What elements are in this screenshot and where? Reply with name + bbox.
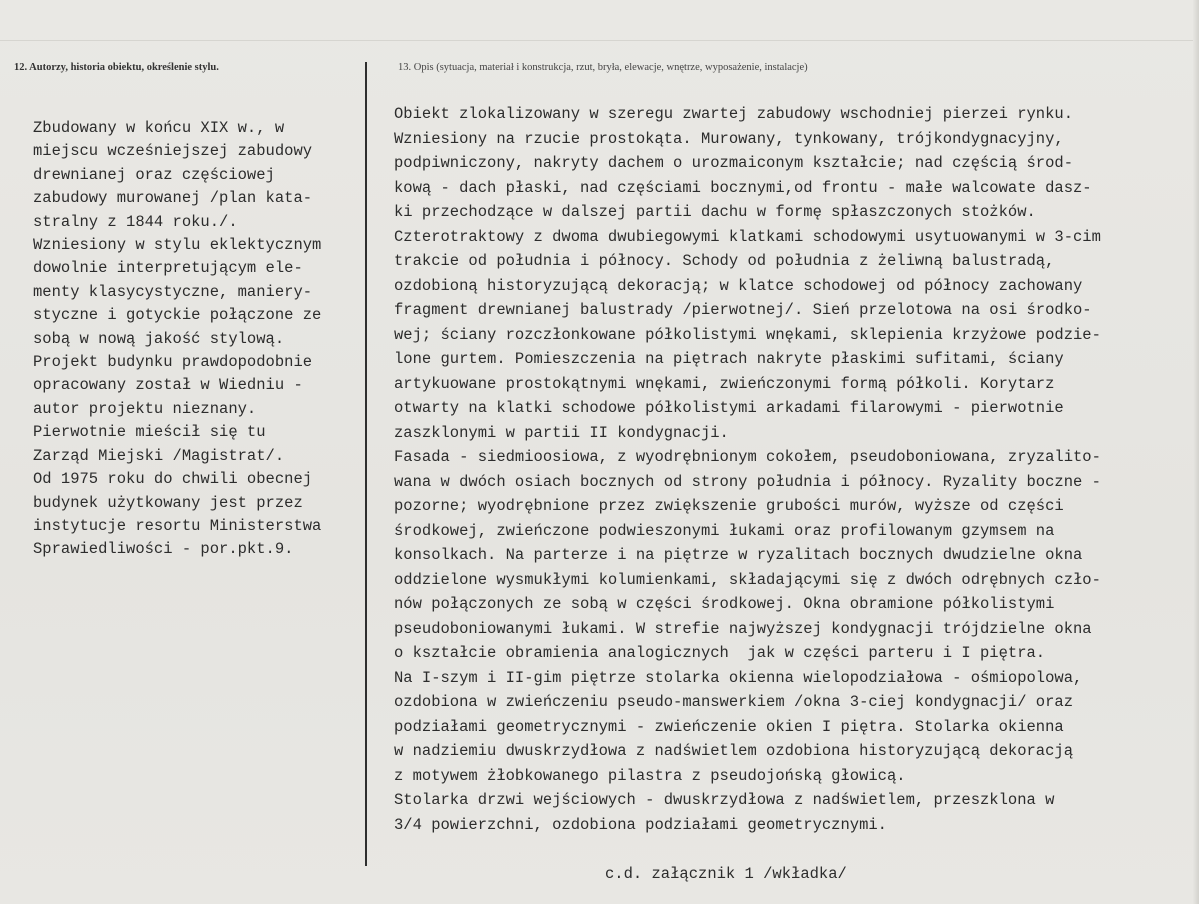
column-divider — [365, 62, 367, 866]
text-line: Fasada - siedmioosiowa, z wyodrębnionym cokołem, pseudoboniowana, zryzalito- — [394, 448, 1101, 466]
text-line: autor projektu nieznany. — [33, 399, 257, 418]
text-line: miejscu wcześniejszej zabudowy — [33, 142, 313, 161]
text-line: artykuowane prostokątnymi wnękami, zwieńczonymi formą półkoli. Korytarz — [394, 374, 1055, 393]
text-line: Zarząd Miejski /Magistrat/. — [33, 446, 285, 465]
text-line: Stolarka drzwi wejściowych - dwuskrzydłowa z nadświetlem, przeszklona w — [394, 791, 1055, 809]
text-line: konsolkach. Na parterze i na piętrze w ryzalitach bocznych dwudzielne okna — [394, 546, 1083, 564]
text-line: kową - dach płaski, nad częściami bocznymi,od frontu - małe walcowate dasz- — [394, 178, 1092, 197]
text-line: podziałami geometrycznymi - zwieńczenie okien I piętra. Stolarka okienna — [394, 717, 1064, 736]
continuation-note: c.d. załącznik 1 /wkładka/ — [605, 865, 847, 883]
text-line: zaszklonymi w partii II kondygnacji. — [394, 423, 729, 442]
text-line: sobą w nową jakość stylową. — [33, 329, 285, 348]
text-line: otwarty na klatki schodowe półkolistymi arkadami filarowymi - pierwotnie — [394, 399, 1064, 417]
text-line: 3/4 powierzchni, ozdobiona podziałami geometrycznymi. — [394, 815, 887, 834]
text-line: Sprawiedliwości - por.pkt.9. — [33, 540, 294, 559]
text-line: menty klasycystyczne, maniery- — [33, 282, 313, 301]
text-line: oddzielone wysmukłymi kolumienkami, składającymi się z dwóch odrębnych czło- — [394, 570, 1101, 589]
text-line: Projekt budynku prawdopodobnie — [33, 353, 313, 372]
section-13-header: 13. Opis (sytuacja, materiał i konstrukcja, rzut, bryła, elewacje, wnętrze, wyposażenie, instalacje) — [398, 62, 808, 73]
text-line: z motywem żłobkowanego pilastra z pseudojońską głowicą. — [394, 766, 906, 785]
text-line: ki przechodzące w dalszej partii dachu w formę spłaszczonych stożków. — [394, 203, 1036, 221]
text-line: podpiwniczony, nakryty dachem o urozmaiconym kształcie; nad częścią środ- — [394, 154, 1074, 172]
text-line: Pierwotnie mieścił się tu — [33, 423, 266, 442]
text-line: w nadziemiu dwuskrzydłowa z nadświetlem ozdobiona historyzującą dekoracją — [394, 742, 1074, 760]
text-line: instytucje resortu Ministerstwa — [33, 516, 322, 535]
text-line: Wzniesiony w stylu eklektycznym — [33, 236, 322, 255]
text-line: budynek użytkowany jest przez — [33, 493, 303, 512]
text-line: o kształcie obramienia analogicznych jak w części parteru i I piętra. — [394, 644, 1046, 662]
text-line: wana w dwóch osiach bocznych od strony południa i północy. Ryzality boczne - — [394, 472, 1101, 491]
text-line: zabudowy murowanej /plan kata- — [33, 189, 313, 208]
history-text-column — [33, 117, 363, 562]
text-line: Zbudowany w końcu XIX w., w — [33, 119, 285, 137]
text-line: ozdobiona w zwieńczeniu pseudo-manswerkiem /okna 3-ciej kondygnacji/ oraz — [394, 693, 1074, 711]
text-line: trakcie od południa i północy. Schody od południa z żeliwną balustradą, — [394, 252, 1055, 270]
description-text-column — [394, 102, 1154, 837]
text-line: Wzniesiony na rzucie prostokąta. Murowany, tynkowany, trójkondygnacyjny, — [394, 129, 1064, 148]
text-line: Od 1975 roku do chwili obecnej — [33, 470, 313, 489]
text-line: wej; ściany rozczłonkowane półkolistymi wnękami, sklepienia krzyżowe podzie- — [394, 325, 1101, 344]
text-line: drewnianej oraz częściowej — [33, 165, 275, 184]
text-line: nów połączonych ze sobą w części środkowej. Okna obramione półkolistymi — [394, 595, 1055, 613]
text-line: fragment drewnianej balustrady /pierwotnej/. Sień przelotowa na osi środko- — [394, 301, 1092, 319]
text-line: pseudoboniowanymi łukami. W strefie najwyższej kondygnacji trójdzielne okna — [394, 619, 1092, 638]
paper-edge — [1193, 0, 1199, 904]
text-line: dowolnie interpretującym ele- — [33, 259, 303, 278]
paper-fold-line — [0, 40, 1199, 41]
text-line: Obiekt zlokalizowany w szeregu zwartej zabudowy wschodniej pierzei rynku. — [394, 105, 1074, 123]
text-line: styczne i gotyckie połączone ze — [33, 306, 322, 325]
text-line: Na I-szym i II-gim piętrze stolarka okienna wielopodziałowa - ośmiopolowa, — [394, 668, 1083, 687]
text-line: lone gurtem. Pomieszczenia na piętrach nakryte płaskimi sufitami, ściany — [394, 350, 1064, 368]
text-line: stralny z 1844 roku./. — [33, 212, 238, 231]
text-line: środkowej, zwieńczone podwieszonymi łukami oraz profilowanym gzymsem na — [394, 521, 1055, 540]
text-line: pozorne; wyodrębnione przez zwiększenie grubości murów, wyższe od części — [394, 497, 1064, 515]
text-line: ozdobioną historyzującą dekoracją; w klatce schodowej od północy zachowany — [394, 276, 1083, 295]
text-line: opracowany został w Wiedniu - — [33, 376, 303, 395]
section-12-header: 12. Autorzy, historia obiektu, określenie stylu. — [14, 62, 219, 73]
text-line: Czterotraktowy z dwoma dwubiegowymi klatkami schodowymi usytuowanymi w 3-cim — [394, 227, 1101, 246]
